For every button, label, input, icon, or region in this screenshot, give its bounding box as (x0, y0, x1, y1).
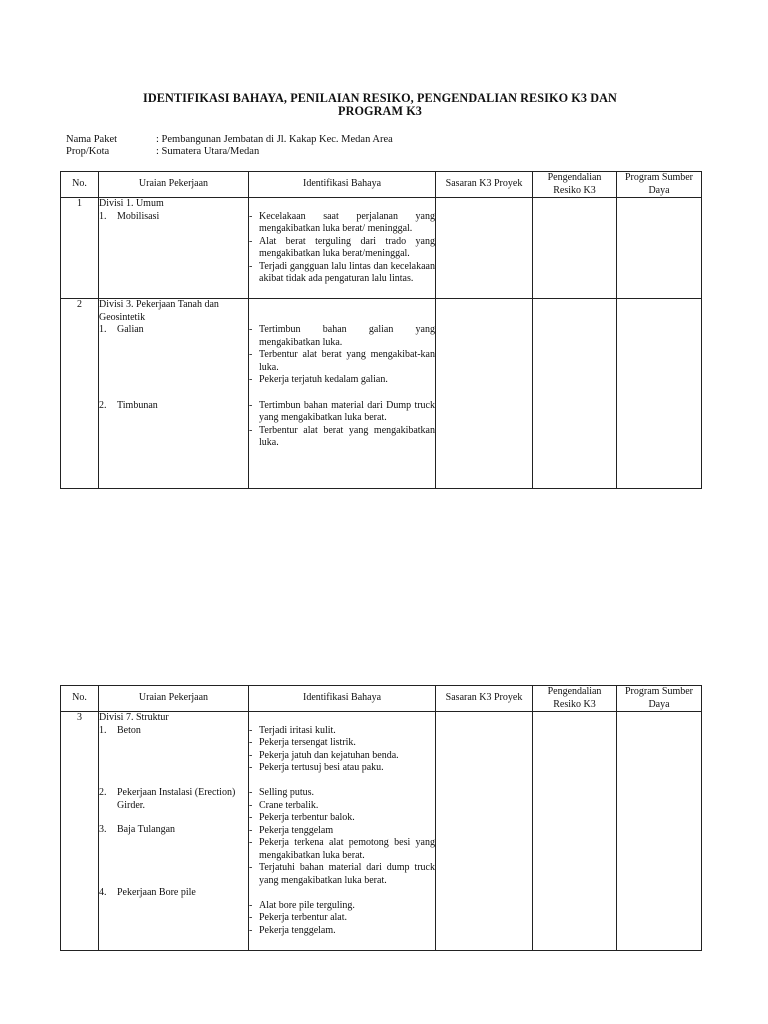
divisi-label: Divisi 7. Struktur (99, 712, 169, 723)
hazard-item: - Kecelakaan saat perjalanan yang mengakibatkan luka berat/ meninggal. (249, 210, 435, 234)
header-program: Program Sumber Daya (617, 172, 702, 198)
table-row (61, 299, 702, 489)
header-pengendalian: Pengendalian Resiko K3 (533, 172, 617, 198)
table-header-row (61, 172, 702, 198)
hazard-item: - Alat berat terguling dari trado yang mengakibatkan luka berat/meninggal. (249, 235, 435, 259)
hazard-item: - Tertimbun bahan material dari Dump truck yang mengakibatkan luka berat. (249, 399, 435, 423)
row-pengendalian (533, 299, 617, 489)
table-row (61, 198, 702, 299)
hazard-item: - Terjadi gangguan lalu lintas dan kecelakaan akibat tidak ada pengaturan lalu lintas. (249, 260, 435, 284)
prop-value: : Sumatera Utara/Medan (156, 146, 260, 157)
hazard-item: - Pekerja tenggelam. (249, 924, 336, 936)
row-no: 3 (61, 712, 99, 951)
header-pengendalian: Pengendalian Resiko K3 (533, 686, 617, 712)
hazard-item: - Pekerja jatuh dan kejatuhan benda. (249, 749, 399, 761)
table-header-row (61, 686, 702, 712)
header-no: No. (61, 686, 99, 712)
title-line-1: IDENTIFIKASI BAHAYA, PENILAIAN RESIKO, PENGENDALIAN RESIKO K3 DAN (143, 91, 617, 105)
row-uraian (99, 299, 249, 489)
row-no: 1 (61, 198, 99, 299)
work-item: 1. Mobilisasi (99, 210, 160, 222)
hazard-item: - Selling putus. (249, 787, 315, 798)
header-uraian: Uraian Pekerjaan (99, 172, 249, 198)
hazard-item: - Terbentur alat berat yang mengakibatkan luka. (249, 424, 435, 448)
row-pengendalian (533, 712, 617, 951)
hazard-item: - Alat bore pile terguling. (249, 899, 355, 911)
hazard-item: - Terjatuhi bahan material dari dump truck yang mengakibatkan luka berat. (249, 862, 435, 886)
hazard-item: - Pekerja terjatuh kedalam galian. (249, 374, 388, 385)
work-item: 3. Baja Tulangan (99, 824, 176, 835)
hazard-table-2 (60, 685, 702, 951)
hazard-item: - Tertimbun bahan galian yang mengakibatkan luka. (249, 324, 435, 348)
row-sasaran (436, 712, 533, 951)
work-item: 2. Pekerjaan Instalasi (Erection) Girder. (99, 787, 236, 811)
hazard-item: - Pekerja tersengat listrik. (249, 737, 356, 748)
header-uraian: Uraian Pekerjaan (99, 686, 249, 712)
row-uraian (99, 198, 249, 299)
row-sasaran (436, 299, 533, 489)
row-hazards (249, 299, 436, 489)
row-no: 2 (61, 299, 99, 489)
hazard-item: - Pekerja tenggelam (249, 824, 334, 836)
divisi-label: Divisi 3. Pekerjaan Tanah dan Geosintetik (99, 299, 219, 323)
header-sasaran: Sasaran K3 Proyek (436, 172, 533, 198)
prop-label: Prop/Kota (66, 146, 110, 157)
header-program: Program Sumber Daya (617, 686, 702, 712)
row-hazards (249, 198, 436, 299)
hazard-item: - Terjadi iritasi kulit. (249, 724, 336, 736)
row-program (617, 712, 702, 951)
row-program (617, 299, 702, 489)
header-identifikasi: Identifikasi Bahaya (249, 686, 436, 712)
divisi-label: Divisi 1. Umum (99, 198, 164, 209)
paket-label: Nama Paket (66, 134, 118, 145)
row-pengendalian (533, 198, 617, 299)
header-no: No. (61, 172, 99, 198)
document-title (60, 92, 700, 118)
hazard-item: - Pekerja terbentur alat. (249, 912, 348, 923)
hazard-item: - Pekerja terbentur balok. (249, 812, 355, 823)
table-row (61, 712, 702, 951)
paket-value: : Pembangunan Jembatan di Jl. Kakap Kec. Medan Area (156, 134, 393, 145)
hazard-item: - Pekerja terkena alat pemotong besi yang mengakibatkan luka berat. (249, 837, 435, 861)
work-item: 1. Beton (99, 724, 141, 736)
row-sasaran (436, 198, 533, 299)
hazard-item: - Terbentur alat berat yang mengakibat-kan luka. (249, 349, 435, 373)
hazard-item: - Pekerja tertusuj besi atau paku. (249, 762, 384, 773)
row-program (617, 198, 702, 299)
title-line-2: PROGRAM K3 (338, 104, 422, 118)
hazard-table-1 (60, 171, 702, 489)
row-uraian (99, 712, 249, 951)
work-item: 4. Pekerjaan Bore pile (99, 886, 196, 898)
work-item: 2. Timbunan (99, 399, 158, 411)
header-identifikasi: Identifikasi Bahaya (249, 172, 436, 198)
header-sasaran: Sasaran K3 Proyek (436, 686, 533, 712)
hazard-item: - Crane terbalik. (249, 799, 319, 811)
work-item: 1. Galian (99, 324, 144, 335)
row-hazards (249, 712, 436, 951)
